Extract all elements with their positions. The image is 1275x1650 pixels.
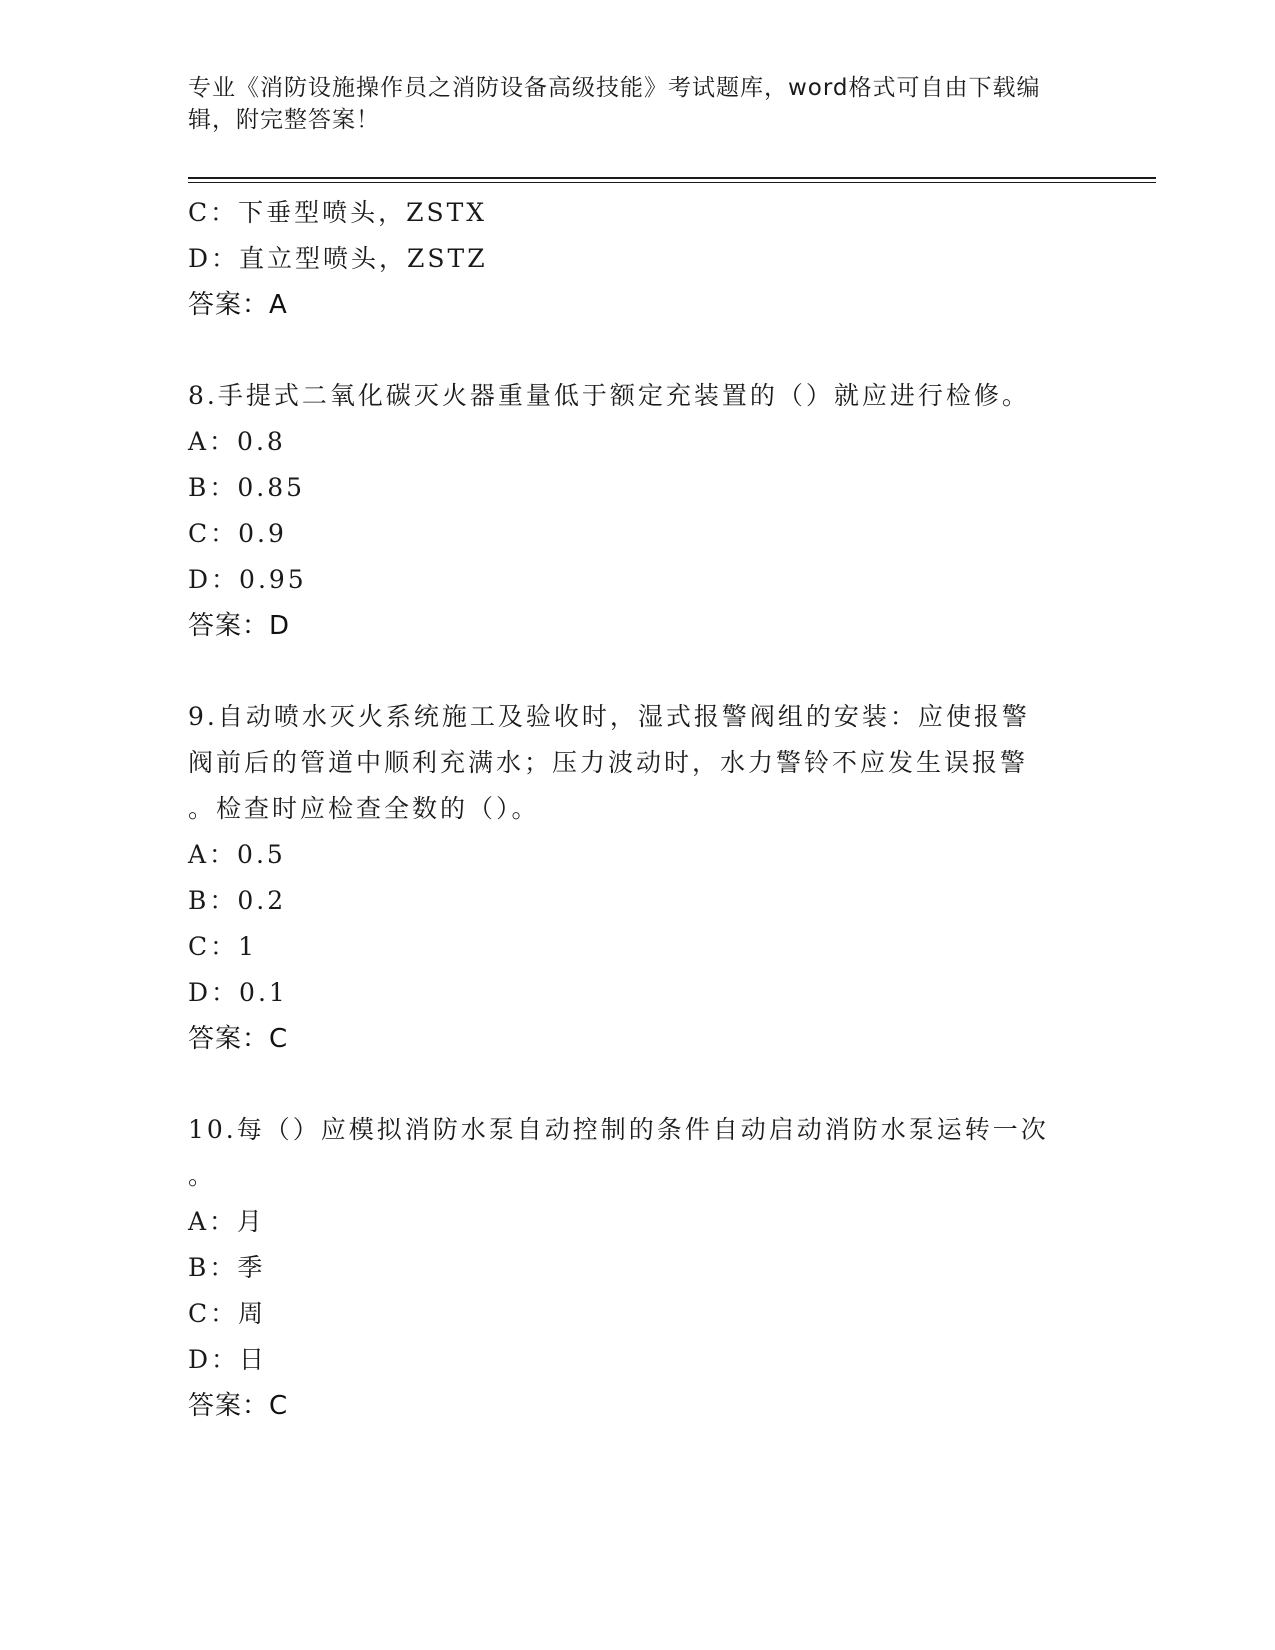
question-8 xyxy=(188,373,1088,649)
option-c: C：0.9 xyxy=(188,519,287,548)
question-7-continued xyxy=(188,190,1088,328)
option-d: D：直立型喷头，ZSTZ xyxy=(188,244,488,273)
option-a: A：0.5 xyxy=(188,840,286,869)
option-a: A：月 xyxy=(188,1207,266,1236)
answer: 答案：D xyxy=(188,611,291,641)
question-list xyxy=(188,190,1088,1429)
answer: 答案：C xyxy=(188,1391,289,1421)
option-a: A：0.8 xyxy=(188,427,286,456)
option-d: D：日 xyxy=(188,1345,268,1374)
question-stem-line-3: 。检查时应检查全数的（）。 xyxy=(188,794,540,823)
option-b: B：季 xyxy=(188,1253,266,1282)
spacer xyxy=(188,649,1088,694)
question-stem-line-2: 。 xyxy=(188,1161,217,1190)
question-9 xyxy=(188,694,1088,1062)
header-divider-thick xyxy=(188,177,1156,179)
spacer xyxy=(188,328,1088,373)
question-stem: 8.手提式二氧化碳灭火器重量低于额定充装置的（）就应进行检修。 xyxy=(188,381,1030,410)
option-d: D：0.1 xyxy=(188,978,288,1007)
question-stem-line-1: 9.自动喷水灭火系统施工及验收时，湿式报警阀组的安装：应使报警 xyxy=(188,702,1030,731)
answer: 答案：C xyxy=(188,1024,289,1054)
document-header: 专业《消防设施操作员之消防设备高级技能》考试题库，word格式可自由下载编辑，附完整答案！ xyxy=(188,75,1041,133)
spacer xyxy=(188,1062,1088,1107)
option-c: C：下垂型喷头，ZSTX xyxy=(188,198,488,227)
answer: 答案：A xyxy=(188,290,288,320)
option-d: D：0.95 xyxy=(188,565,307,594)
option-c: C：周 xyxy=(188,1299,267,1328)
option-b: B：0.2 xyxy=(188,886,287,915)
header-divider-thin xyxy=(188,182,1156,183)
question-10 xyxy=(188,1107,1088,1429)
option-b: B：0.85 xyxy=(188,473,306,502)
question-stem-line-2: 阀前后的管道中顺利充满水；压力波动时，水力警铃不应发生误报警 xyxy=(188,748,1029,777)
option-c: C：1 xyxy=(188,932,258,961)
question-stem-line-1: 10.每（）应模拟消防水泵自动控制的条件自动启动消防水泵运转一次 xyxy=(188,1115,1049,1144)
